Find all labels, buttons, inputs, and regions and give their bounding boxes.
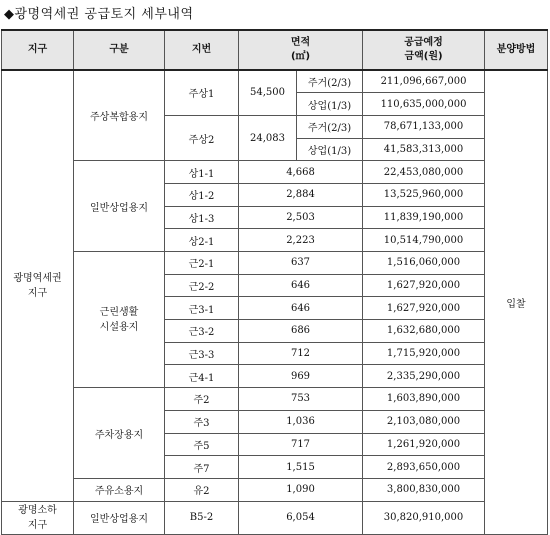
area-cell: 686 [239,320,363,343]
area-cell: 24,083 [239,115,297,160]
district-name-line1: 광명소하 [18,504,57,516]
price-cell: 1,627,920,000 [363,274,485,297]
area-cell: 2,223 [239,229,363,252]
category-neighborhood-line2: 시설용지 [99,321,139,333]
area-cell: 969 [239,365,363,388]
price-cell: 1,603,890,000 [363,388,485,411]
district-cell-gwangmyeong-soha [2,501,74,534]
lot-cell: 주2 [165,388,239,411]
lot-cell: 근4-1 [165,365,239,388]
area-cell: 2,884 [239,183,363,206]
header-price [363,30,485,70]
category-mixed-use: 주상복합용지 [74,70,165,161]
price-cell: 10,514,790,000 [363,229,485,252]
area-cell: 646 [239,297,363,320]
lot-cell: 근3-2 [165,320,239,343]
subuse-cell: 주거(2/3) [297,115,363,138]
land-supply-table [1,29,548,535]
category-gas-station: 주유소용지 [74,478,165,501]
header-area-line2: (㎡) [290,51,311,62]
district-name-line1: 광명역세권 [13,272,62,284]
header-area-line1: 면적 [290,37,311,48]
price-cell: 1,261,920,000 [363,433,485,456]
price-cell: 1,632,680,000 [363,320,485,343]
category-commercial-soha: 일반상업용지 [74,501,165,534]
lot-cell: 주상2 [165,115,239,160]
area-cell: 637 [239,252,363,275]
area-cell: 54,500 [239,70,297,115]
table-row [2,388,548,411]
price-cell: 22,453,080,000 [363,161,485,184]
page-title: ◆광명역세권 공급토지 세부내역 [4,7,194,22]
price-cell: 1,715,920,000 [363,342,485,365]
area-cell: 717 [239,433,363,456]
header-area [239,30,363,70]
header-method: 분양방법 [485,30,548,70]
header-lot: 지번 [165,30,239,70]
table-row [2,501,548,534]
price-cell: 41,583,313,000 [363,138,485,161]
lot-cell: 주상1 [165,70,239,115]
header-price-line2: 금액(원) [404,51,443,62]
lot-cell: 근3-1 [165,297,239,320]
header-district: 지구 [2,30,74,70]
area-cell: 712 [239,342,363,365]
price-cell: 110,635,000,000 [363,93,485,116]
price-cell: 3,800,830,000 [363,478,485,501]
area-cell: 1,090 [239,478,363,501]
area-cell: 646 [239,274,363,297]
price-cell: 2,335,290,000 [363,365,485,388]
area-cell: 4,668 [239,161,363,184]
category-neighborhood-line1: 근린생활 [99,306,139,318]
price-cell: 1,516,060,000 [363,252,485,275]
category-neighborhood [74,252,165,388]
area-cell: 2,503 [239,206,363,229]
district-cell-gwangmyeong-station [2,70,74,501]
subuse-cell: 상업(1/3) [297,93,363,116]
district-name-line2: 지구 [27,287,48,299]
lot-cell: 상2-1 [165,229,239,252]
lot-cell: 근2-2 [165,274,239,297]
price-cell: 2,103,080,000 [363,410,485,433]
lot-cell: B5-2 [165,501,239,534]
header-row [2,30,548,70]
price-cell: 2,893,650,000 [363,456,485,479]
lot-cell: 상1-2 [165,183,239,206]
header-price-line1: 공급예정 [404,37,443,48]
method-cell: 입찰 [485,70,548,534]
lot-cell: 상1-3 [165,206,239,229]
subuse-cell: 주거(2/3) [297,70,363,93]
area-cell: 1,036 [239,410,363,433]
lot-cell: 상1-1 [165,161,239,184]
table-row [2,478,548,501]
price-cell: 11,839,190,000 [363,206,485,229]
lot-cell: 주7 [165,456,239,479]
category-commercial: 일반상업용지 [74,161,165,252]
lot-cell: 주5 [165,433,239,456]
table-row [2,252,548,275]
subuse-cell: 상업(1/3) [297,138,363,161]
category-parking: 주차장용지 [74,388,165,479]
table-row [2,161,548,184]
area-cell: 1,515 [239,456,363,479]
price-cell: 78,671,133,000 [363,115,485,138]
area-cell: 753 [239,388,363,411]
lot-cell: 유2 [165,478,239,501]
price-cell: 211,096,667,000 [363,70,485,93]
lot-cell: 근2-1 [165,252,239,275]
district-name-line2: 지구 [27,519,48,531]
header-category: 구분 [74,30,165,70]
price-cell: 30,820,910,000 [363,501,485,534]
table-row [2,70,548,93]
price-cell: 13,525,960,000 [363,183,485,206]
price-cell: 1,627,920,000 [363,297,485,320]
area-cell: 6,054 [239,501,363,534]
lot-cell: 주3 [165,410,239,433]
lot-cell: 근3-3 [165,342,239,365]
